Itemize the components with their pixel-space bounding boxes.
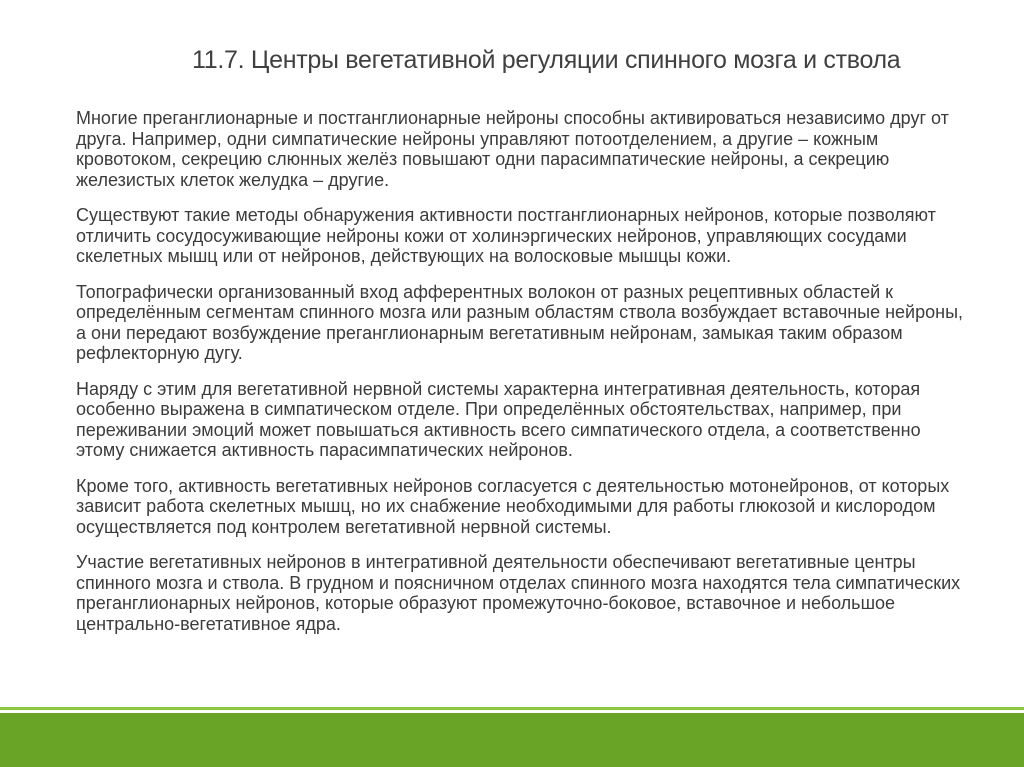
paragraph: Участие вегетативных нейронов в интегративной деятельности обеспечивают вегетативные центры спинного мозга и ствола. В грудном и поясничном отделах спинного мозга находятся тела симпатических преганглионарных нейронов, которые образуют промежуточно-боковое, вставочное и небольшое центрально-вегетативное ядра.	[76, 552, 961, 634]
footer-accent-bar	[0, 713, 1024, 767]
paragraph: Многие преганглионарные и постганглионарные нейроны способны активироваться независимо друг от друга. Например, одни симпатические нейроны управляют потоотделением, а другие – кожным кровотоком, секрецию слюнных желёз повышают одни парасимпатические нейроны, а секрецию железистых клеток желудка – другие.	[76, 108, 949, 190]
paragraph: Наряду с этим для вегетативной нервной системы характерна интегративная деятельность, которая особенно выражена в симпатическом отделе. При определённых обстоятельствах, например, при переживании эмоций может повышаться активность всего симпатического отдела, а соответственно этому снижается активность парасимпатических нейронов.	[76, 378, 921, 460]
slide-body	[76, 108, 966, 649]
footer-accent-line	[0, 707, 1024, 710]
paragraph: Топографически организованный вход афферентных волокон от разных рецептивных областей к определённым сегментам спинного мозга или разным областям ствола возбуждает вставочные нейроны, а они передают возбуждение преганглионарным вегетативным нейронам, замыкая таким образом рефлекторную дугу.	[76, 281, 964, 363]
paragraph: Существуют такие методы обнаружения активности постганглионарных нейронов, которые позволяют отличить сосудосуживающие нейроны кожи от холинэргических нейронов, управляющих сосудами скелетных мышц или от нейронов, действующих на волосковые мышцы кожи.	[76, 205, 936, 266]
slide-title: 11.7. Центры вегетативной регуляции спинного мозга и ствола	[192, 46, 901, 74]
paragraph: Кроме того, активность вегетативных нейронов согласуется с деятельностью мотонейронов, от которых зависит работа скелетных мышц, но их снабжение необходимыми для работы глюкозой и кислородом осуществляется под контролем вегетативной нервной системы.	[76, 475, 950, 537]
